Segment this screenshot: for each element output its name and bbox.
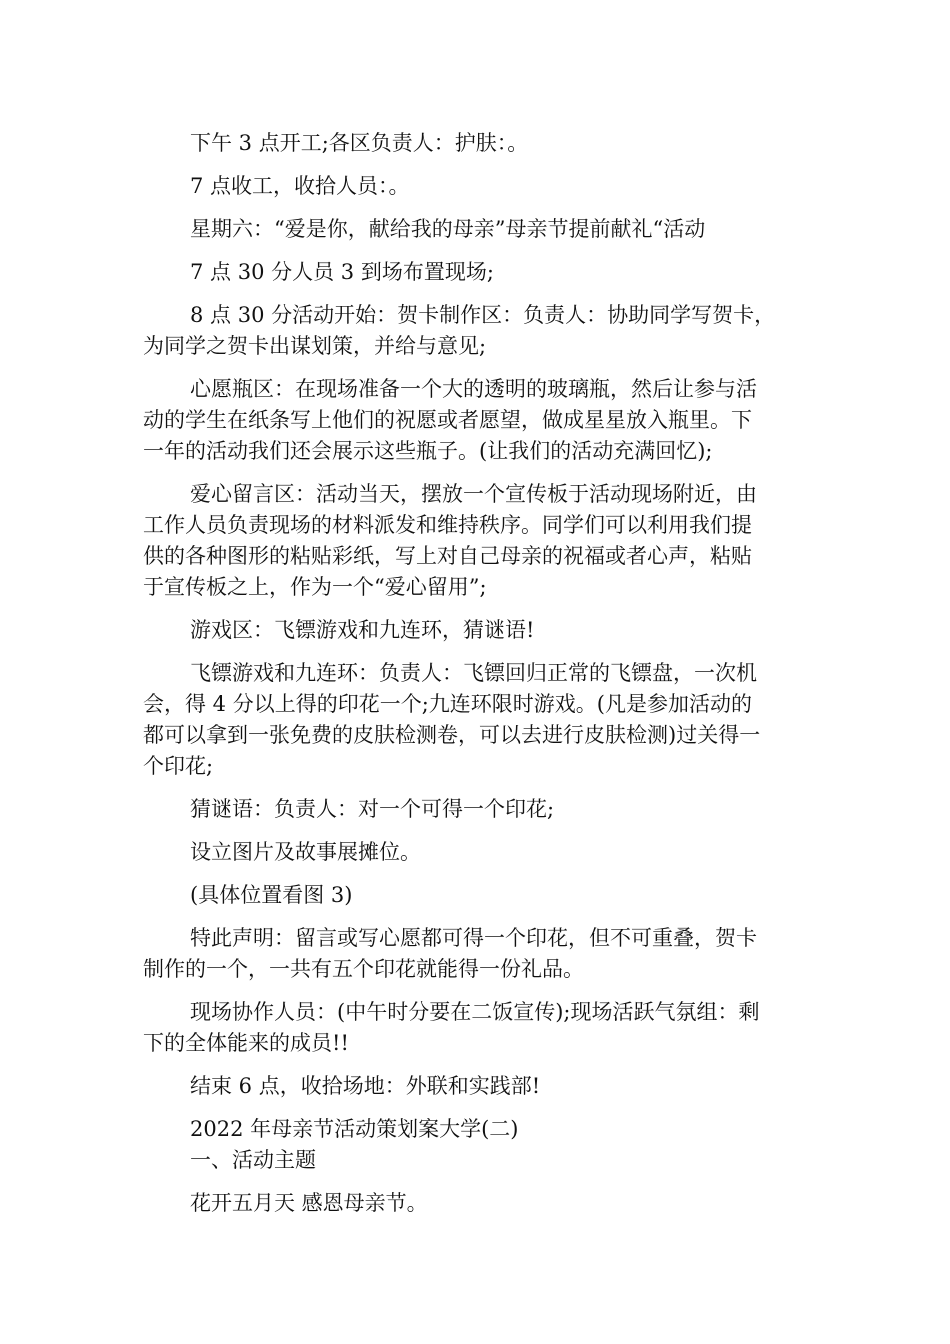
text-line: 爱心留言区：活动当天，摆放一个宣传板于活动现场附近，由 <box>190 482 757 506</box>
text-line: (具体位置看图 3) <box>190 883 353 907</box>
text-line: 飞镖游戏和九连环：负责人：飞镖回归正常的飞镖盘，一次机 <box>190 661 757 685</box>
text-line: 为同学之贺卡出谋划策，并给与意见; <box>143 334 487 358</box>
text-line: 现场协作人员：(中午时分要在二饭宣传);现场活跃气氛组：剩 <box>190 1000 760 1024</box>
text-line: 于宣传板之上，作为一个“爱心留用”; <box>143 575 487 599</box>
text-line: 制作的一个，一共有五个印花就能得一份礼品。 <box>143 957 584 981</box>
text-line: 一年的活动我们还会展示这些瓶子。(让我们的活动充满回忆); <box>143 439 713 463</box>
text-line: 8 点 30 分活动开始：贺卡制作区：负责人：协助同学写贺卡， <box>190 303 776 327</box>
text-line: 7 点 30 分人员 3 到场布置现场; <box>190 260 494 284</box>
text-line: 工作人员负责现场的材料派发和维持秩序。同学们可以利用我们提 <box>143 513 752 537</box>
section-heading: 一、活动主题 <box>190 1148 316 1172</box>
text-line: 供的各种图形的粘贴彩纸，写上对自己母亲的祝福或者心声，粘贴 <box>143 544 752 568</box>
text-line: 特此声明：留言或写心愿都可得一个印花，但不可重叠，贺卡 <box>190 926 757 950</box>
text-line: 个印花; <box>143 754 214 778</box>
text-line: 会，得 4 分以上得的印花一个;九连环限时游戏。(凡是参加活动的 <box>143 692 752 716</box>
text-line: 动的学生在纸条写上他们的祝愿或者愿望，做成星星放入瓶里。下 <box>143 408 752 432</box>
text-line: 都可以拿到一张免费的皮肤检测卷，可以去进行皮肤检测)过关得一 <box>143 723 761 747</box>
text-line: 下的全体能来的成员!! <box>143 1031 349 1055</box>
text-line: 7 点收工，收拾人员：。 <box>190 174 410 198</box>
text-line: 下午 3 点开工;各区负责人：护肤：。 <box>190 131 529 155</box>
text-line: 结束 6 点，收拾场地：外联和实践部! <box>190 1074 541 1098</box>
text-line: 游戏区：飞镖游戏和九连环，猜谜语! <box>190 618 535 642</box>
text-line: 设立图片及故事展摊位。 <box>190 840 421 864</box>
text-line: 星期六：“爱是你，献给我的母亲”母亲节提前献礼“活动 <box>190 217 706 241</box>
text-line: 花开五月天 感恩母亲节。 <box>190 1191 428 1215</box>
text-line: 心愿瓶区：在现场准备一个大的透明的玻璃瓶，然后让参与活 <box>190 377 757 401</box>
text-line: 猜谜语：负责人：对一个可得一个印花; <box>190 797 555 821</box>
section-title: 2022 年母亲节活动策划案大学(二) <box>190 1117 519 1141</box>
